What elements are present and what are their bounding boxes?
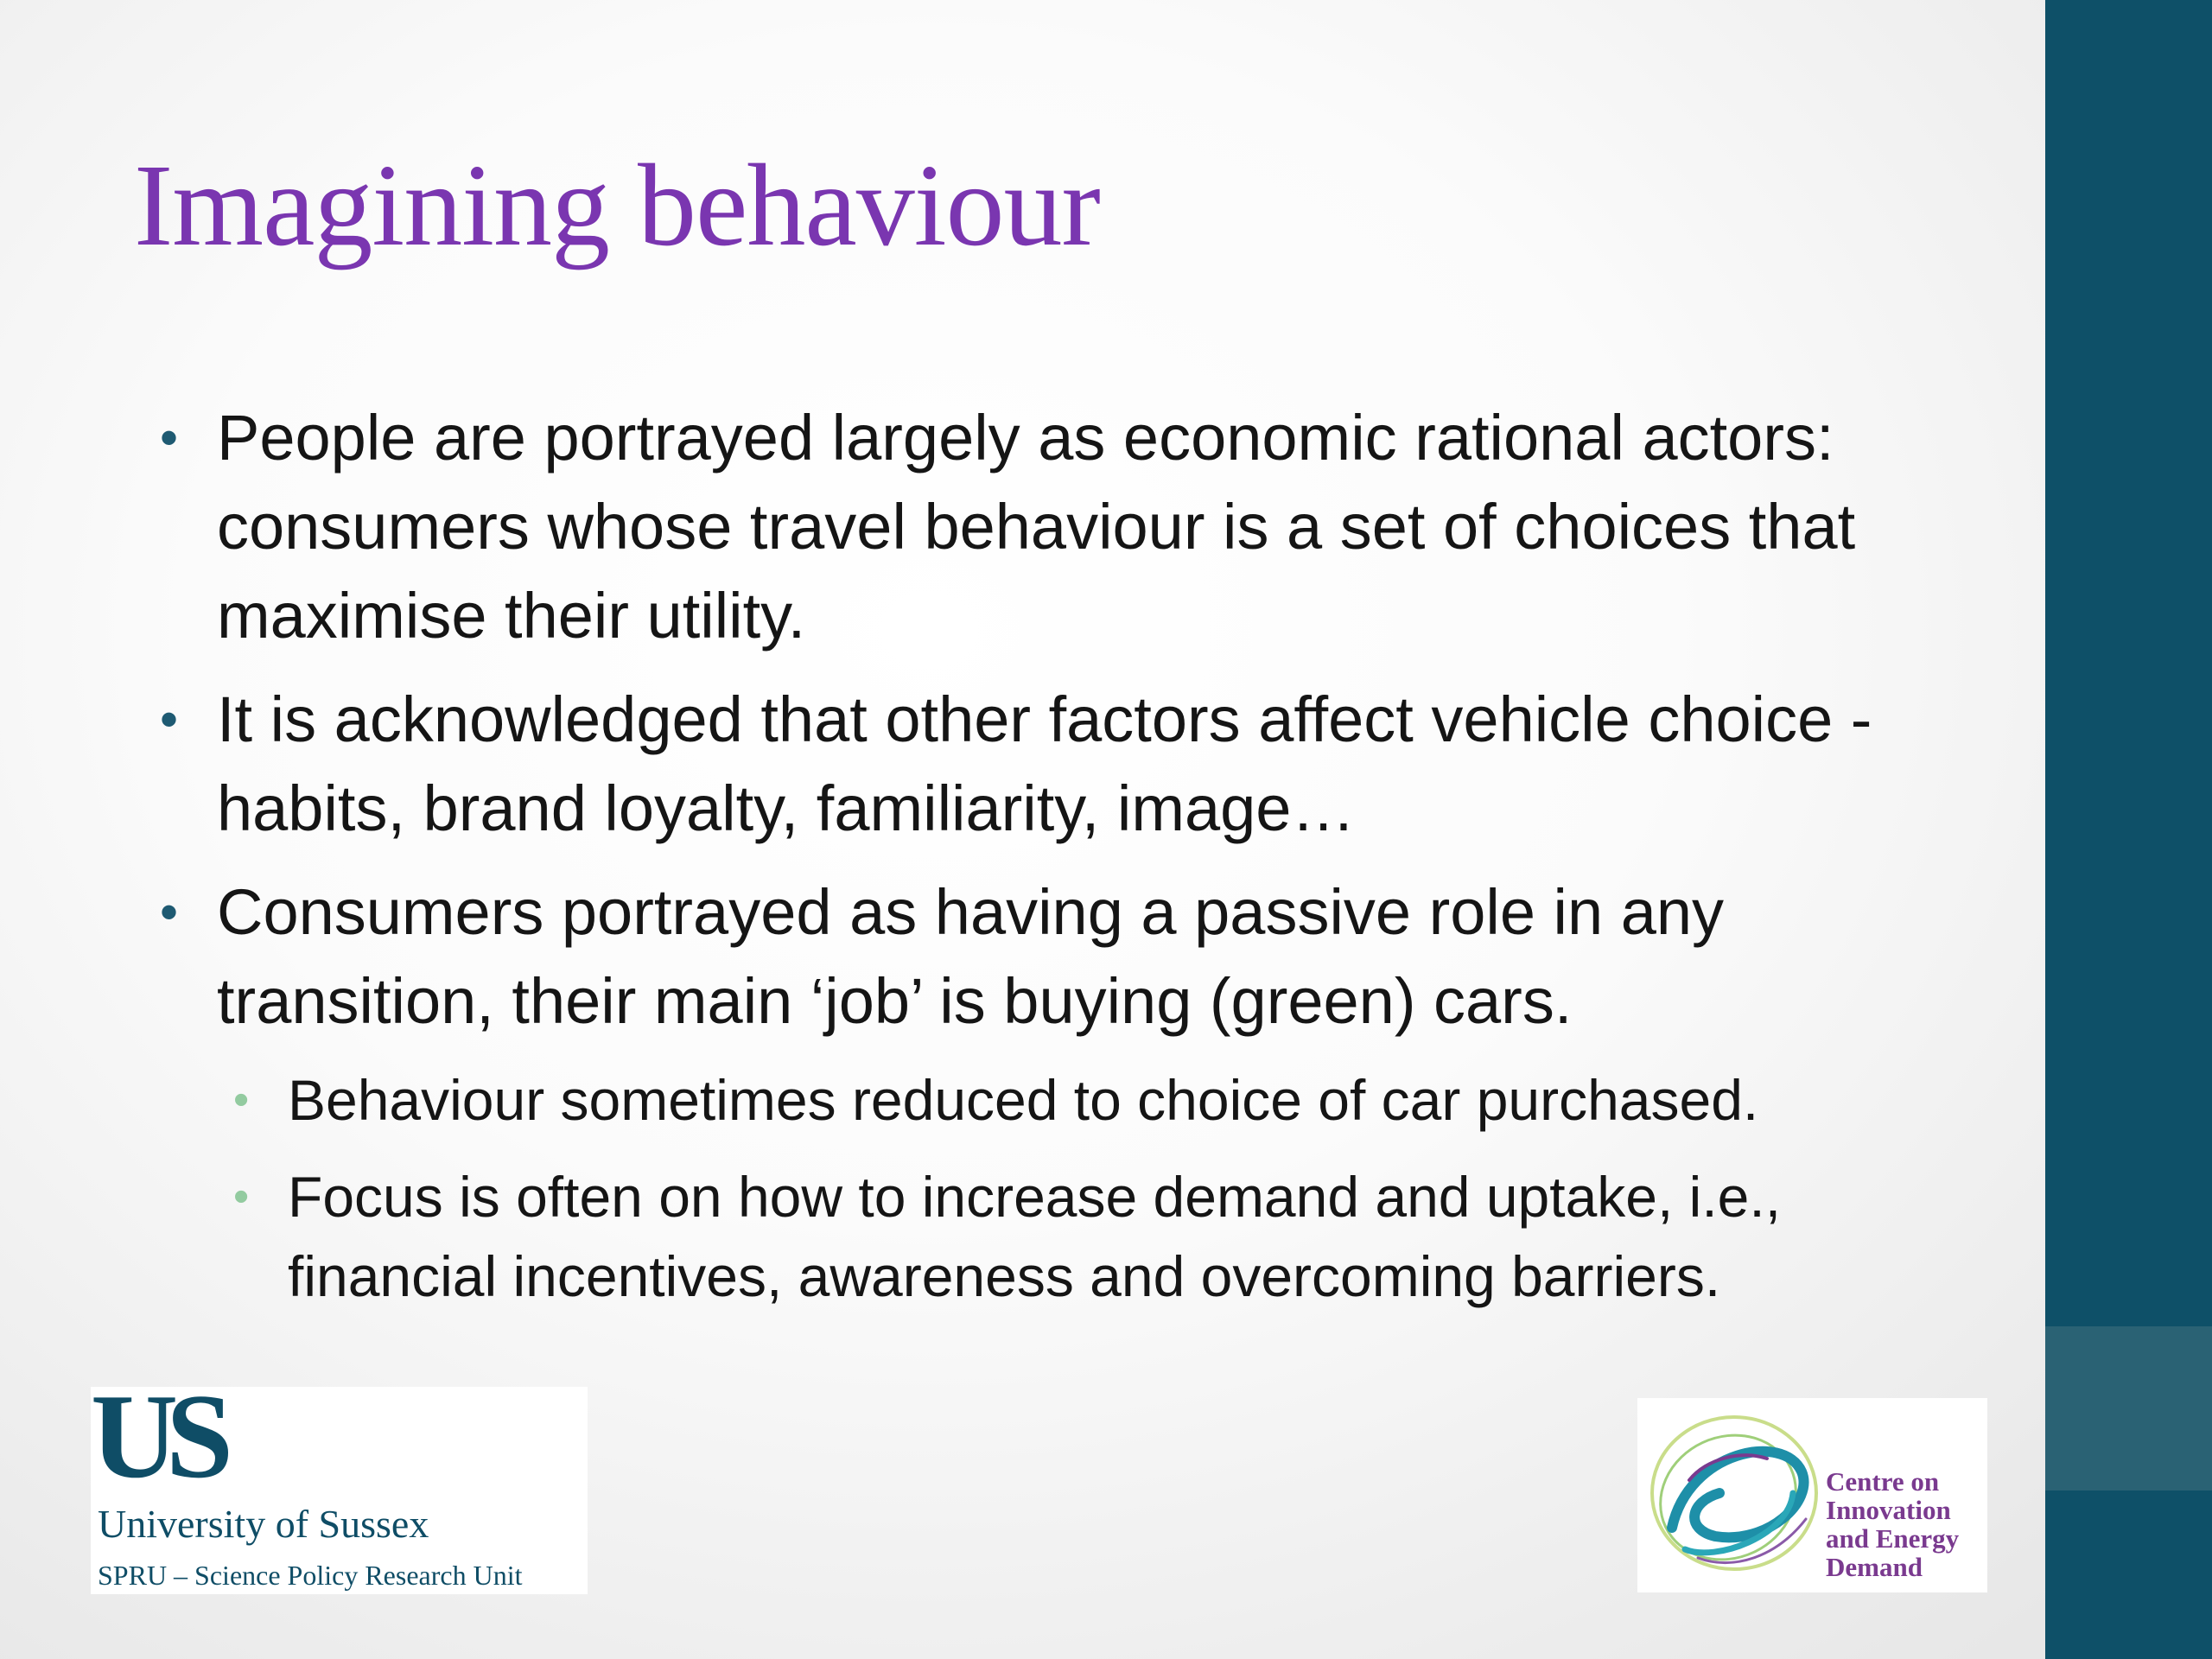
ciied-line: Innovation <box>1826 1495 1951 1525</box>
ciied-line: Centre on <box>1826 1466 1940 1497</box>
slide-title: Imagining behaviour <box>134 141 1100 270</box>
bullet-icon: • <box>160 409 179 467</box>
us-monogram: US <box>91 1370 221 1503</box>
bullet-icon: • <box>160 883 179 941</box>
ciied-wordmark <box>1826 1467 1959 1581</box>
sub-bullet-text: Behaviour sometimes reduced to choice of car purchased. <box>288 1068 1759 1132</box>
bullet-item <box>160 868 1974 1046</box>
bullet-icon: • <box>160 690 179 748</box>
sub-bullet-icon: • <box>233 1172 250 1222</box>
sub-bullet-icon: • <box>233 1075 250 1125</box>
side-accent-band <box>2045 1326 2212 1491</box>
university-of-sussex-logo <box>91 1370 588 1594</box>
bullet-text: Consumers portrayed as having a passive role in any transition, their main ‘job’ is buying (green) cars. <box>217 876 1725 1037</box>
bullet-text: People are portrayed largely as economic rational actors: consumers whose travel behaviour is a set of choices that maximise their utility. <box>217 402 1856 652</box>
ciied-line: and Energy <box>1826 1523 1960 1554</box>
unit-name: SPRU – Science Policy Research Unit <box>98 1560 523 1591</box>
bullet-item <box>160 393 1974 660</box>
ciied-logo <box>1637 1398 1987 1592</box>
bullet-text: It is acknowledged that other factors affect vehicle choice - habits, brand loyalty, familiarity, image… <box>217 683 1872 844</box>
university-name: University of Sussex <box>98 1502 429 1546</box>
ciied-line: Demand <box>1826 1552 1923 1582</box>
sub-bullet-item <box>160 1060 1974 1140</box>
bullet-item <box>160 675 1974 853</box>
sub-bullet-text: Focus is often on how to increase demand and uptake, i.e., financial incentives, awareness and overcoming barriers. <box>288 1165 1782 1308</box>
sub-bullet-item <box>160 1157 1974 1316</box>
swirl-icon <box>1637 1398 1832 1592</box>
bullet-list <box>160 393 1974 1333</box>
